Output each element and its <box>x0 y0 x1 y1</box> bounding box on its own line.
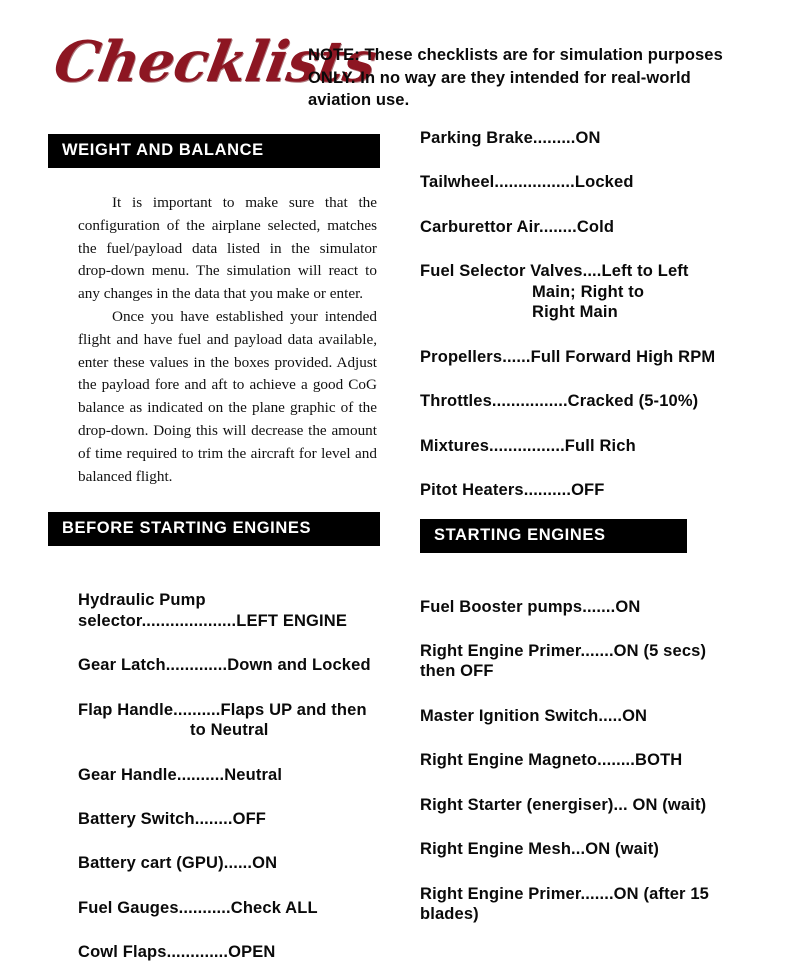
starting-engines-list <box>420 597 788 925</box>
checklist-item-line: Battery cart (GPU)......ON <box>78 854 278 873</box>
checklist-item <box>420 436 788 456</box>
checklist-item <box>420 884 788 925</box>
checklist-item <box>78 655 380 675</box>
checklist-item-line: Hydraulic Pump <box>78 591 206 610</box>
paragraph-2: Once you have established your intended flight and have fuel and payload data available, enter these values in the boxes provided. Adjust the payload fore and aft to achieve a good CoG balance as indicated on the plane graphic of the drop-down. Doing this will decrease the amount of time required to trim the aircraft for level and balanced flight. <box>78 307 377 485</box>
checklist-item-line: Right Main <box>532 303 618 322</box>
checklist-item-line: Carburettor Air........Cold <box>420 217 615 236</box>
spacer <box>48 546 380 590</box>
paragraph-1: It is important to make sure that the configuration of the airplane selected, matches the fuel/payload data listed in the simulator drop-down menu. The simulation will react to any changes in the data that you make or enter. <box>78 193 377 303</box>
checklist-item-line: Right Starter (energiser)... ON (wait) <box>420 795 707 814</box>
spacer <box>420 367 788 391</box>
spacer <box>78 829 380 853</box>
weight-and-balance-body <box>48 192 380 488</box>
checklist-item <box>420 128 788 148</box>
checklist-item <box>78 942 380 962</box>
checklist-item <box>78 765 380 785</box>
checklist-item-line: Fuel Selector Valves....Left to Left <box>420 262 689 281</box>
checklist-item-line: Tailwheel.................Locked <box>420 173 634 192</box>
spacer <box>78 741 380 765</box>
checklist-item-line: Right Engine Primer.......ON (after 15 <box>420 884 710 903</box>
checklist-item-line: Right Engine Mesh...ON (wait) <box>420 840 660 859</box>
checklist-item-line: Main; Right to <box>532 282 645 301</box>
checklist-item <box>78 809 380 829</box>
checklist-item-line: then OFF <box>420 662 494 681</box>
checklist-item-line: Mixtures................Full Rich <box>420 436 636 455</box>
note-line-3: aviation use. <box>308 91 410 110</box>
before-starting-engines-list <box>48 590 380 963</box>
spacer <box>78 918 380 942</box>
checklist-item-line: Parking Brake.........ON <box>420 129 601 147</box>
left-column <box>48 134 380 963</box>
spacer <box>420 237 788 261</box>
checklist-item <box>420 261 788 322</box>
spacer <box>420 553 788 597</box>
checklist-item-line: Pitot Heaters..........OFF <box>420 481 605 500</box>
checklist-item <box>420 795 788 815</box>
spacer <box>420 860 788 884</box>
spacer <box>420 412 788 436</box>
disclaimer-note <box>308 44 786 112</box>
section-header-weight-and-balance: WEIGHT AND BALANCE <box>48 134 380 168</box>
page-title: Checklists <box>49 29 382 95</box>
pre-start-list <box>420 128 788 501</box>
page-masthead <box>0 0 800 122</box>
checklist-item <box>420 641 788 682</box>
checklist-item-line: Cowl Flaps.............OPEN <box>78 943 276 962</box>
spacer <box>420 726 788 750</box>
checklist-item-line: Gear Latch.............Down and Locked <box>78 656 371 675</box>
checklist-item-line: Right Engine Magneto........BOTH <box>420 751 683 770</box>
checklist-item-line: Gear Handle..........Neutral <box>78 765 283 784</box>
spacer <box>420 456 788 480</box>
checklist-item <box>420 480 788 500</box>
checklist-item-line: Flap Handle..........Flaps UP and then <box>78 700 367 719</box>
note-line-1: NOTE: These checklists are for simulation purposes <box>308 46 723 64</box>
spacer <box>78 874 380 898</box>
spacer <box>78 785 380 809</box>
checklist-item-line: Throttles................Cracked (5-10%) <box>420 392 699 411</box>
checklist-item-line: Battery Switch........OFF <box>78 810 267 829</box>
checklist-item-line: selector....................LEFT ENGINE <box>78 611 347 630</box>
checklist-item <box>78 898 380 918</box>
spacer <box>420 682 788 706</box>
checklist-item <box>420 597 788 617</box>
spacer <box>420 148 788 172</box>
checklist-item-line: Master Ignition Switch.....ON <box>420 706 648 725</box>
checklist-item-line: Fuel Booster pumps.......ON <box>420 597 641 616</box>
checklist-item-line: Right Engine Primer.......ON (5 secs) <box>420 641 707 660</box>
note-line-2: ONLY. In no way are they intended for real-world <box>308 68 691 87</box>
spacer <box>78 676 380 700</box>
checklist-item <box>78 700 380 741</box>
checklist-item <box>78 590 380 631</box>
checklist-item <box>420 750 788 770</box>
checklist-item-line: to Neutral <box>190 721 269 740</box>
checklist-item <box>420 217 788 237</box>
checklist-item <box>420 706 788 726</box>
section-header-before-starting-engines: BEFORE STARTING ENGINES <box>48 512 380 546</box>
checklist-item-line: blades) <box>420 905 479 924</box>
checklist-item <box>78 853 380 873</box>
spacer <box>48 488 380 512</box>
section-header-starting-engines: STARTING ENGINES <box>420 519 687 553</box>
checklist-item-line: Propellers......Full Forward High RPM <box>420 347 716 366</box>
checklist-item <box>420 172 788 192</box>
spacer <box>420 501 788 519</box>
spacer <box>48 168 380 192</box>
checklist-item <box>420 391 788 411</box>
checklist-item <box>420 347 788 367</box>
spacer <box>420 771 788 795</box>
spacer <box>420 617 788 641</box>
checklist-item <box>420 839 788 859</box>
checklist-item-line: Fuel Gauges...........Check ALL <box>78 898 318 917</box>
spacer <box>420 323 788 347</box>
right-column <box>420 128 788 925</box>
spacer <box>78 631 380 655</box>
spacer <box>420 815 788 839</box>
spacer <box>420 193 788 217</box>
